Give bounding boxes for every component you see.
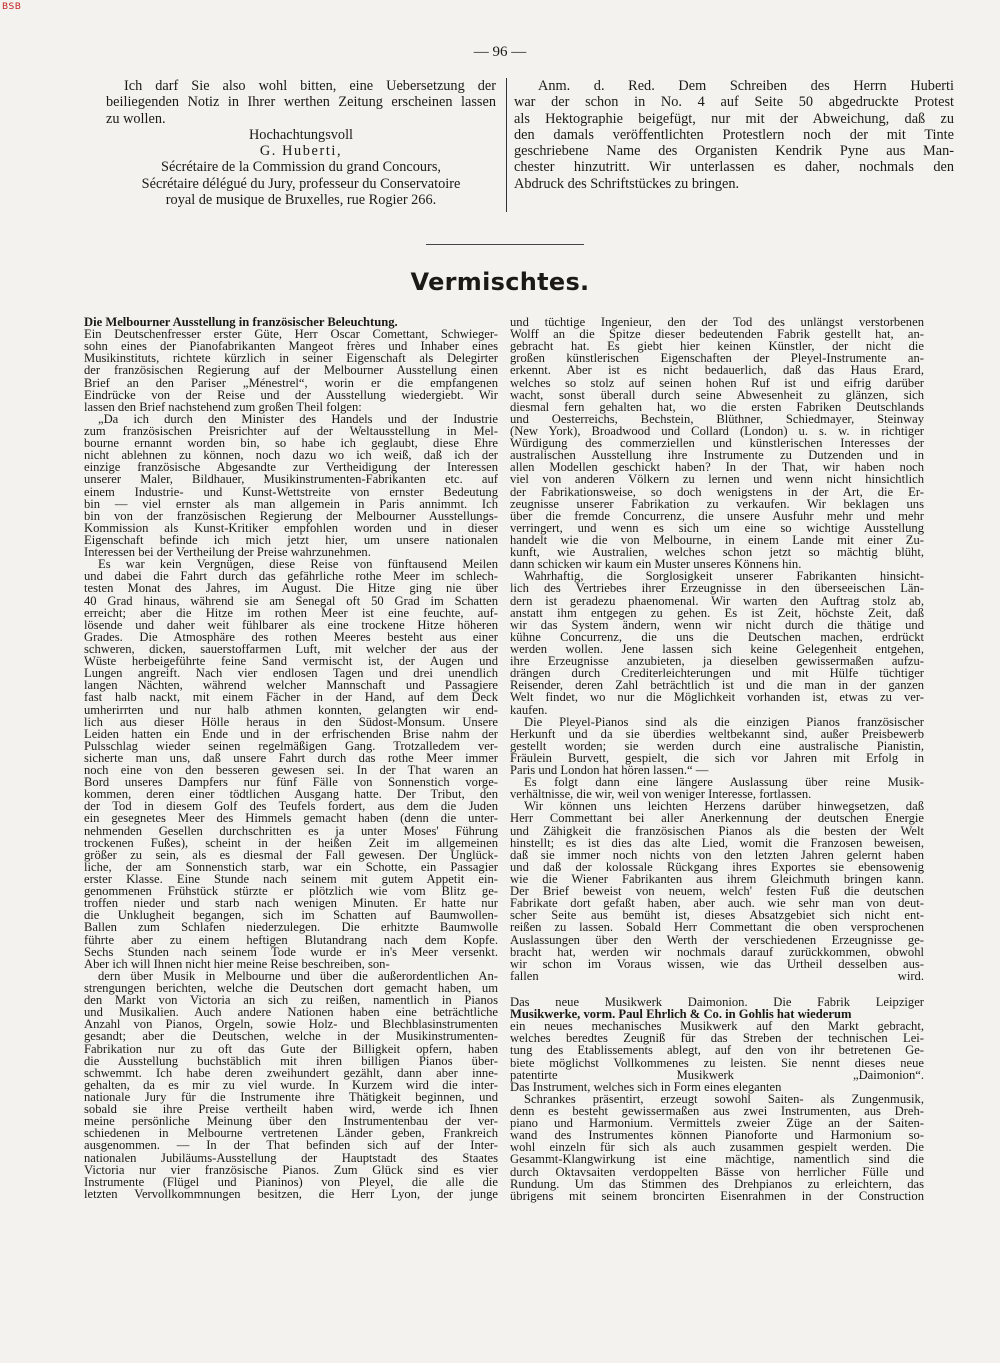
article-line: Grades. Die Atmosphäre des rothen Meeres besteht aus einer (84, 629, 498, 644)
article-line: Leiden hatten ein Ende und in der erfrischenden Brise nahm der (84, 726, 498, 741)
article-line: Herkunft und da sie überdies weltbekannt sind, außer Preisbewerb (510, 726, 924, 741)
article-line: fallen wird. (510, 968, 924, 983)
editor-note-line: Abdruck des Schriftstückes zu bringen. (514, 175, 740, 192)
article-line: letzten Vervollkommnungen besitzen, die Herr Lyon, der junge (84, 1186, 498, 1201)
article-line: gesandt; aber die Deutschen, welche in der Musikinstrumenten- (84, 1029, 498, 1044)
article-line: und tüchtige Ingenieur, den der Tod des unlängst verstorbenen (510, 315, 924, 329)
article-line: kunft, wie Australien, welches schon jetzt so mächtig blüht, (510, 545, 924, 560)
article-line: Eindrücke von der Reise und der Ausstellung wiedergiebt. Wir (84, 387, 498, 402)
article-line: Anzahl von Pianos, Orgeln, sowie Holz- und Blechblasinstrumenten (84, 1017, 498, 1032)
article-line: nehmenden Gesellen durchschritten es ja unter Moses' Führung (84, 823, 498, 838)
article-line: kühne Concurrenz, die uns die Deutschen machen, erdrückt (510, 629, 924, 644)
article-line: wand des Instrumentes können Pianoforte und Harmonium so- (510, 1128, 924, 1143)
article-line: Ballen zum Schlafen niederzulegen. Die erhitzte Baumwolle (84, 920, 498, 935)
article-line: zeugnisse unserer Fabrikation zu verkaufen. Wir beklagen uns (510, 496, 924, 511)
article-line: Welt findet, wo nur die Möglichkeit vorhanden ist, etwas zu ver- (510, 690, 924, 705)
article-line: scher Seite aus bemüht ist, dieses Absatzgebiet sich nicht ent- (510, 908, 924, 923)
article-line: führte aber zu einem heftigen Blutandrang nach dem Kopfe. (84, 932, 498, 947)
article-line: schiedenen in Melbourne vertretenen Länder geben, Frankreich (84, 1126, 498, 1141)
article-line: Der Brief beweist von neuem, welch' festen Fuß die deutschen (510, 884, 924, 899)
article-line: Auslassungen über den Werth der verschiedenen Erzeugnisse ge- (510, 932, 924, 947)
article-line: Wir können uns leichten Herzens darüber hinwegsetzen, daß (524, 799, 924, 814)
article-line: welches beredtes Zeugniß für das Streben der technischen Lei- (510, 1031, 924, 1046)
article-line: großen künstlerischen Eigenschaften der Pleyel-Instrumente an- (510, 351, 924, 366)
letter-closing: Hochachtungsvoll (248, 126, 354, 143)
article-line: Pulsschlag wieder seinen regelmäßigen Gang. Trotzalledem ver- (84, 738, 498, 753)
article-line: tung des Etablissements ablegt, auf den von ihr betretenen Ge- (510, 1043, 924, 1058)
article-line: Das neue Musikwerk Daimonion. Die Fabrik Leipziger (510, 995, 924, 1010)
article-line: und Zähigkeit die französischen Pianos als die besten der Welt (510, 823, 924, 838)
editor-note-line: geschriebene Name des Organisten Kendrik Pyne aus Man- (514, 143, 954, 160)
article-line: der Fabrikationsweise, so doch wenigstens in der Art, die Er- (510, 484, 924, 499)
paragraph-gap (510, 982, 924, 996)
article-line: bracht hat, werden wir nochmals darauf zurückkommen, obwohl (510, 944, 924, 959)
article-line: 40 Grad hinaus, während sie am Senegal oft 50 Grad im Schatten (84, 593, 498, 608)
letter-line: zu wollen. (106, 110, 166, 127)
article-line: allen Modellen geschickt haben? In der That, wir haben noch (510, 460, 924, 475)
article-line: Die Pleyel-Pianos sind als die einzigen Pianos französischer (524, 714, 924, 729)
article-line: verringert, und wenn es sich um eine so wichtige Ausstellung (510, 520, 924, 535)
signer-title-line: Sécrétaire délégué du Jury, professeur du Conservatoire (141, 175, 461, 192)
editor-note (514, 78, 954, 192)
article-line: lassen den Brief nachstehend zum großen Theil folgen: (84, 399, 362, 414)
article-line: die Unklugheit begangen, sich im Schatten auf Baumwollen- (84, 908, 498, 923)
article-line: Eigenschaft befinde ich mich jetzt hier, um unsere nationalen (84, 532, 498, 547)
article-heading-line: Musikwerke, vorm. Paul Ehrlich & Co. in Gohlis hat wiederum (510, 1007, 852, 1022)
article-line: gebracht hat. Es giebt hier keinen Künstler, der nicht die (510, 339, 924, 354)
article-line: „Da ich durch den Minister des Handels und der Industrie (98, 411, 498, 426)
article-line: piano und Harmonium. Vermittels zweier Züge an der Saiten- (510, 1116, 924, 1131)
article-line: Wahrhaftig, die Sorglosigkeit unserer Fabrikanten hinsicht- (524, 569, 924, 584)
article-line: die Ausstellung buchstäblich mit ihren billigen Pianos über- (84, 1053, 498, 1068)
article-line: biete möglichst Vollkommenes zu leisten. Sie nennt dieses neue (510, 1055, 924, 1070)
article-line: hinstellt; es ist dies das alte Lied, womit die Franzosen beweisen, (510, 835, 924, 850)
column-divider (506, 78, 507, 212)
article-line: einem Industrie- und Kunst-Wettstreite von ernster Bedeutung (84, 484, 498, 499)
article-line: Herr Commettant bei aller Anerkennung der deutschen Energie (510, 811, 924, 826)
article-line: Bord unseres Dampfers nur fünf Fälle von Sonnenstich vorge- (84, 775, 498, 790)
article-line: Instrumente (Flügel und Pianinos) von Pleyel, die alle die (84, 1174, 498, 1189)
article-line: wir das System ändern, wenn wir nicht durch die thätige und (510, 617, 924, 632)
article-line: Victoria nur vier französische Pianos. Zum Glück sind es vier (84, 1162, 498, 1177)
article-line: daß sie immer noch nichts von den letzten Jahren gelernt haben (510, 847, 924, 862)
article-line: lich des Vertriebes ihrer Erzeugnisse in den überseeischen Län- (510, 581, 924, 596)
article-line: ein neues mechanisches Musikwerk auf den Markt gebracht, (510, 1019, 924, 1034)
article-line: wie die Wiener Fabrikanten aus ihrem Gleichmuth bringen kann. (510, 872, 924, 887)
article-line: Es folgt dann eine längere Auslassung über reine Musik- (524, 775, 924, 790)
article-line: bin — viel ernster als man allgemein in Paris annimmt. Ich (84, 496, 498, 511)
article-line: wir schon im Voraus wissen, wie das Urtheil desselben aus- (510, 956, 924, 971)
article-line: bourne ernannt worden bin, so habe ich geglaubt, diese Ehre (84, 436, 498, 451)
article-line: zum französischen Preisrichter auf der Weltausstellung in Mel- (84, 423, 498, 438)
article-line: sohn eines der Pianofabrikanten Mangeot frères und Inhaber eines (84, 339, 498, 354)
article-line: nationale Jury für die Instrumente ihre Thätigkeit beginnen, und (84, 1090, 498, 1104)
section-heading: Vermischtes. (410, 268, 590, 296)
article-line: werden wollen. Jene lassen sich keine Gelegenheit entgehen, (510, 641, 924, 656)
section-divider (426, 244, 584, 245)
article-line: anstatt ihm entgegen zu gehen. Es ist Zeit, höchste Zeit, daß (510, 605, 924, 620)
article-line: Interessen bei der Vertheilung der Preise wahrzunehmen. (84, 545, 371, 560)
article-line: fast halb nackt, mit einem Fächer in der Hand, auf dem Deck (84, 690, 498, 705)
article-line: Rundung. Um das Stimmen des Drehpianos zu erleichtern, das (510, 1176, 924, 1191)
article-line: erkennt. Aber ist es nicht bedauerlich, daß das Haus Erard, (510, 363, 924, 378)
article-line: übrigens mit seinem broncirten Eisenrahmen in der Construction (510, 1188, 924, 1203)
article-line: trockenen Fußes), scheint in der heißen Zeit im allgemeinen (84, 835, 498, 850)
article-line: schweren, dicken, sauerstoffarmen Luft, mit welcher der aus der (84, 641, 498, 656)
article-line: wohl einzeln für sich als auch zusammen gespielt werden. Die (510, 1140, 924, 1155)
article-line: Würdigung des commerziellen und künstlerischen Interesses der (510, 436, 924, 451)
article-line: Musikinstituts, richtete kürzlich in seiner Eigenschaft als Delegirter (84, 351, 498, 366)
article-line: Fräulein Burvett, gespielt, die sich vor Jahren mit Erfolg in (510, 750, 924, 765)
article-line: Sechs Stunden nach seinem Tode wurde er in's Meer versenkt. (84, 944, 498, 959)
article-line: über die fremde Concurrenz, die unsere Ausfuhr mehr und mehr (510, 508, 924, 523)
letter-line: beiliegenden Notiz in Ihrer werthen Zeitung erscheinen lassen (106, 94, 496, 111)
article-line: troffen nieder und starb nach wenigen Minuten. Er hatte nur (84, 896, 498, 911)
editor-note-line: Anm. d. Red. Dem Schreiben des Herrn Huberti (538, 78, 954, 94)
article-line: Fabrikation nur zu oft das Gute der Billigkeit opfern, haben (84, 1041, 498, 1056)
article-line: der Tod in diesem Golf des Teufels fordert, aus dem die Juden (84, 799, 498, 814)
article-line: Aber ich will Ihnen nicht hier meine Reise beschreiben, son- (84, 956, 390, 971)
article-line: sobald sie ihre Preise vertheilt haben wird, werde ich Ihnen (84, 1102, 498, 1117)
article-line: Fabrikate dort gefaßt haben, aber auch. wie sehr man von deut- (510, 896, 924, 911)
signer-title-line: Sécrétaire de la Commission du grand Concours, (161, 159, 441, 176)
letter-line: Ich darf Sie also wohl bitten, eine Uebersetzung der (124, 78, 496, 94)
article-line: Wolff an die Spitze dieser bedeutenden Fabrik gestellt hat, an- (510, 327, 924, 342)
article-line: ein gesegnetes Meer des Himmels gemacht haben (denn die unter- (84, 811, 498, 826)
article-line: und Oesterreichs, Bechstein, Blüthner, Schiedmayer, Steinway (510, 411, 924, 426)
article-line: dern über Musik in Melbourne und über die außerordentlichen An- (98, 968, 498, 983)
article-line: erster Klasse. Eine Stunde nach seinem mit gutem Appetit ein- (84, 872, 498, 887)
editor-note-line: chester hinzutritt. Wir unterlassen es daher, nochmals den (514, 159, 954, 176)
editor-note-line: war der schon in No. 4 auf Seite 50 abgedruckte Protest (514, 94, 954, 111)
article-line: meine persönliche Meinung über den Instrumentenbau der ver- (84, 1114, 498, 1129)
article-line: nicht ablehnen zu können, noch dazu wo ich weiß, daß ich der (84, 448, 498, 463)
article-line: nationalen Jubiläums-Ausstellung der Hauptstadt des Staates (84, 1150, 498, 1165)
article-line: langen Nächten, während welcher Mannschaft und Passagiere (84, 678, 498, 693)
article-line: ausgenommen. — In der That befinden sich auf der Inter- (84, 1138, 498, 1153)
article-line: Das Instrument, welches sich in Form eines eleganten (510, 1079, 782, 1094)
article-column-left (84, 316, 498, 1200)
signer-title-line: royal de musique de Bruxelles, rue Rogier 266. (165, 192, 437, 209)
article-line: wacht, sonst überall durch seine Abwesenheit zu glänzen, sich (510, 387, 924, 402)
article-line: diesmal fern gehalten hat, wo die ersten Fabriken Deutschlands (510, 399, 924, 414)
article-line: noch eine von den besseren gewesen sei. In der That waren an (84, 763, 498, 778)
article-line: Ein Deutschenfresser erster Güte, Herr Oscar Comettant, Schwieger- (84, 327, 498, 342)
article-line: ihre Erzeugnisse anzubieten, ja dieselben gewissermaßen aufzu- (510, 654, 924, 669)
article-line: durch Oktavsaiten verdoppelten Bässe von herrlicher Fülle und (510, 1164, 924, 1179)
article-line: umherirrten und nur halb athmen konnten, gelangten wir end- (84, 702, 498, 717)
article-line: dern ist geradezu phaenomenal. Wir warten den Auftrag stolz ab, (510, 593, 924, 608)
article-line: Schrankes präsentirt, erzeugt sowohl Saiten- als Zungenmusik, (524, 1091, 924, 1106)
editor-note-line: den damals veröffentlichten Protestlern noch der mit Tinte (514, 126, 954, 143)
article-line: (New York), Broadwood und Collard (London) u. s. w. in richtiger (510, 423, 924, 438)
letter-column (106, 78, 496, 208)
article-line: unserer Maler, Bildhauer, Musikinstrumenten-Fabrikanten etc. auf (84, 472, 498, 487)
article-line: viel von anderen Völkern zu lernen und wenn nicht hinsichtlich (510, 472, 924, 487)
article-line: Brief an den Pariser „Ménestrel“, worin er die empfangenen (84, 375, 498, 390)
article-line: Gesammt-Klangwirkung ist eine mächtige, namentlich sind die (510, 1152, 924, 1167)
article-line: australischen Ausstellung ihre Instrumente zu Dutzenden und in (510, 448, 924, 463)
article-line: verhältnisse, die wir, weil von weniger Interesse, fortlassen. (510, 787, 812, 802)
article-line: handelt wie die von Melbourne, in einem Lande mit einer Zu- (510, 532, 924, 547)
page-number: — 96 — (473, 44, 527, 60)
article-line: genommenen Frühstück stürzte er plötzlich wie vom Blitz ge- (84, 884, 498, 899)
article-line: Lungen angreift. Nach vier endlosen Tagen und drei unendlich (84, 666, 498, 681)
article-line: welches so stolz auf seinen hohen Ruf ist und eifrig darüber (510, 375, 924, 390)
article-line: einzige französische Abgesandte zur Vertheidigung der Interessen (84, 460, 498, 475)
article-column-right (510, 316, 924, 1202)
article-line: kommen, deren einer tödtlichen Ausgang hatte. Der Tribut, den (84, 787, 498, 802)
article-line: patentirte Musikwerk „Daimonion“. (510, 1067, 924, 1082)
article-line: Paris und London hat hören lassen.“ — (510, 763, 709, 778)
article-line: Reisender, deren Zahl beträchtlich ist und die man in der ganzen (510, 678, 924, 693)
article-line: und dabei die Fahrt durch das gefährliche rothe Meer im schlech- (84, 569, 498, 584)
article-line: lich aus dieser Hölle heraus in den Südost-Monsum. Unsere (84, 714, 498, 729)
article-line: bin von der französischen Regierung der Melbourner Ausstellungs- (84, 508, 498, 523)
article-line: reißen zu lassen. Sobald Herr Commettant die oben versprochenen (510, 920, 924, 935)
article-line: liche, der am Sonnenstich starb, war ein Schotte, ein Passagier (84, 859, 498, 874)
article-line: und Musikalien. Auch andere Nationen haben eine beträchtliche (84, 1005, 498, 1020)
article-line: Kommission als Kunst-Kritiker empfohlen worden und in dieser (84, 520, 498, 535)
article-line: schwemmt. Ich habe deren zweihundert gezählt, dann aber inne- (84, 1065, 498, 1080)
article-line: kaufen. (510, 702, 548, 717)
article-line: der französischen Regierung auf der Melbourner Ausstellung einen (84, 363, 498, 378)
letter-signer: G. Huberti, (259, 143, 343, 160)
article-line: dann schicken wir kaum ein Muster unseres Könnens hin. (510, 557, 802, 572)
article-line: drängen durch Crediterleichterungen und mit Hülfe tüchtiger (510, 666, 924, 681)
article-line: größer zu sein, als es diesmal der Fall gewesen. Der Unglück- (84, 847, 498, 862)
article-line: gehalten, da es mir zu viel wurde. In Kurzem wird die inter- (84, 1077, 498, 1092)
article-line: gestellt worden; sie werden durch eine australische Pianistin, (510, 738, 924, 753)
article-line: Es war kein Vergnügen, diese Reise von fünftausend Meilen (98, 557, 498, 572)
article-line: erreicht; aber die Hitze im rothen Meer ist eine feuchte, auf- (84, 605, 498, 620)
article-line: sicherte man uns, daß unsere Fahrt durch das rothe Meer immer (84, 750, 498, 765)
library-watermark: BSB (2, 2, 22, 12)
article-line: Wüste herbeigeführte feine Sand vermischt ist, der Augen und (84, 654, 498, 669)
article-line: und daß der kolossale Rückgang ihres Exportes sie ebensowenig (510, 859, 924, 874)
article-line: testen Monat des Jahres, im August. Die Hitze ging nie über (84, 581, 498, 596)
article-line: strengungen berichten, welche die Deutschen dort gemacht haben, um (84, 981, 498, 996)
editor-note-line: als Hektographie beigefügt, nur mit der Abweichung, daß zu (514, 110, 954, 127)
article-heading-line: Die Melbourner Ausstellung in französischer Beleuchtung. (84, 315, 398, 329)
article-line: lösende und daher weit fühlbarer als eine trockene Hitze höheren (84, 617, 498, 632)
article-line: den Markt von Victoria an sich zu reißen, namentlich in Pianos (84, 993, 498, 1008)
article-line: denn es besteht gewissermaßen aus zwei Instrumenten, aus Dreh- (510, 1104, 924, 1118)
